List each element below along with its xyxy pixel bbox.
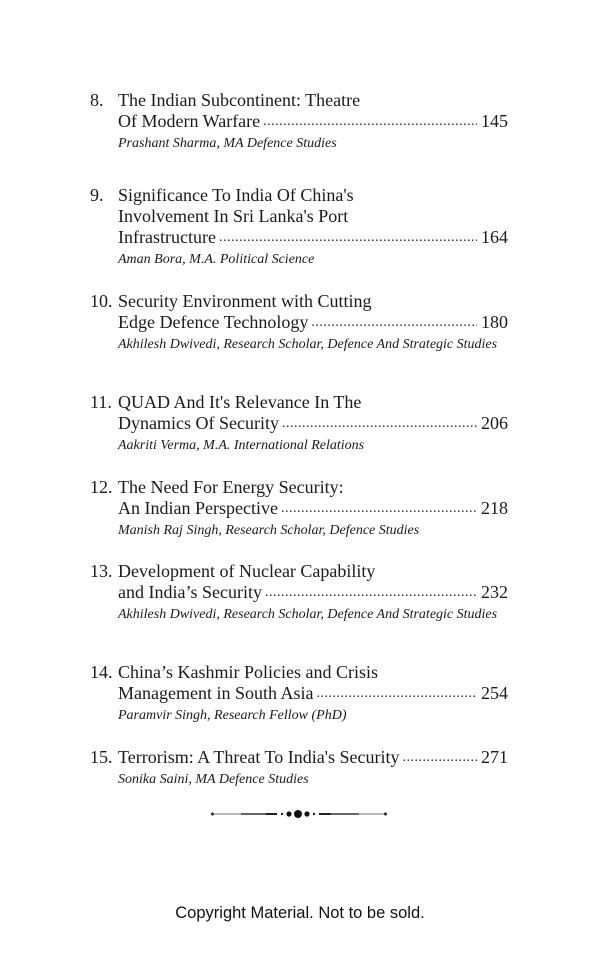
entry-author: Manish Raj Singh, Research Scholar, Defence Studies (118, 523, 420, 538)
entry-title-line: Infrastructure (118, 227, 219, 248)
entry-author: Sonika Saini, MA Defence Studies (118, 772, 309, 787)
toc-entry[interactable] (90, 291, 508, 392)
page-number[interactable]: 145 (481, 111, 508, 131)
toc-entry[interactable] (90, 561, 508, 662)
toc-entry[interactable] (90, 392, 508, 477)
entry-number: 13. (90, 561, 113, 581)
page-number[interactable]: 271 (481, 747, 508, 767)
entry-title-line: and India’s Security (118, 582, 265, 603)
dot-leader (265, 582, 477, 603)
dot-leader (316, 683, 477, 704)
page-number[interactable]: 206 (481, 413, 508, 433)
entry-number: 11. (90, 392, 112, 412)
copyright-notice: Copyright Material. Not to be sold. (175, 904, 425, 922)
entry-title-line: The Need For Energy Security: (118, 477, 344, 497)
dot-leader (403, 747, 477, 768)
decorative-divider-icon (211, 806, 387, 822)
entry-title-line: An Indian Perspective (118, 498, 281, 519)
dot-leader (282, 413, 477, 434)
entry-title-line: Involvement In Sri Lanka's Port (118, 206, 349, 226)
entry-author: Aakriti Verma, M.A. International Relations (118, 438, 365, 453)
page-number[interactable]: 164 (481, 227, 508, 247)
toc-entry[interactable] (90, 747, 508, 797)
entry-author: Prashant Sharma, MA Defence Studies (118, 136, 337, 151)
entry-title-line: Of Modern Warfare (118, 111, 263, 132)
dot-leader (281, 498, 477, 519)
dot-leader (311, 312, 477, 333)
toc-entry[interactable] (90, 185, 508, 291)
entry-title-line: Management in South Asia (118, 683, 316, 704)
entry-author: Aman Bora, M.A. Political Science (118, 252, 315, 267)
entry-title-line: Dynamics Of Security (118, 413, 282, 434)
entry-number: 12. (90, 477, 113, 497)
table-of-contents (90, 90, 508, 797)
page-number[interactable]: 254 (481, 683, 508, 703)
page-number[interactable]: 218 (481, 498, 508, 518)
entry-title-line: Significance To India Of China's (118, 185, 354, 205)
entry-title-line: Development of Nuclear Capability (118, 561, 376, 581)
entry-author: Akhilesh Dwivedi, Research Scholar, Defence And Strategic Studies (118, 607, 498, 622)
toc-entry[interactable] (90, 90, 508, 185)
toc-entry[interactable] (90, 477, 508, 561)
dot-leader (219, 227, 477, 248)
entry-title-line: Security Environment with Cutting (118, 291, 372, 311)
entry-number: 8. (90, 90, 104, 110)
entry-author: Paramvir Singh, Research Fellow (PhD) (118, 708, 347, 723)
entry-number: 15. (90, 747, 113, 767)
page-number[interactable]: 232 (481, 582, 508, 602)
entry-title-line: Terrorism: A Threat To India's Security (118, 747, 403, 768)
entry-number: 10. (90, 291, 113, 311)
entry-title-line: Edge Defence Technology (118, 312, 311, 333)
entry-author: Akhilesh Dwivedi, Research Scholar, Defence And Strategic Studies (118, 337, 498, 352)
entry-title-line: The Indian Subcontinent: Theatre (118, 90, 361, 110)
toc-entry[interactable] (90, 662, 508, 747)
entry-number: 14. (90, 662, 113, 682)
entry-title-line: QUAD And It's Relevance In The (118, 392, 362, 412)
entry-number: 9. (90, 185, 104, 205)
page-number[interactable]: 180 (481, 312, 508, 332)
entry-title-line: China’s Kashmir Policies and Crisis (118, 662, 378, 682)
dot-leader (263, 111, 477, 132)
